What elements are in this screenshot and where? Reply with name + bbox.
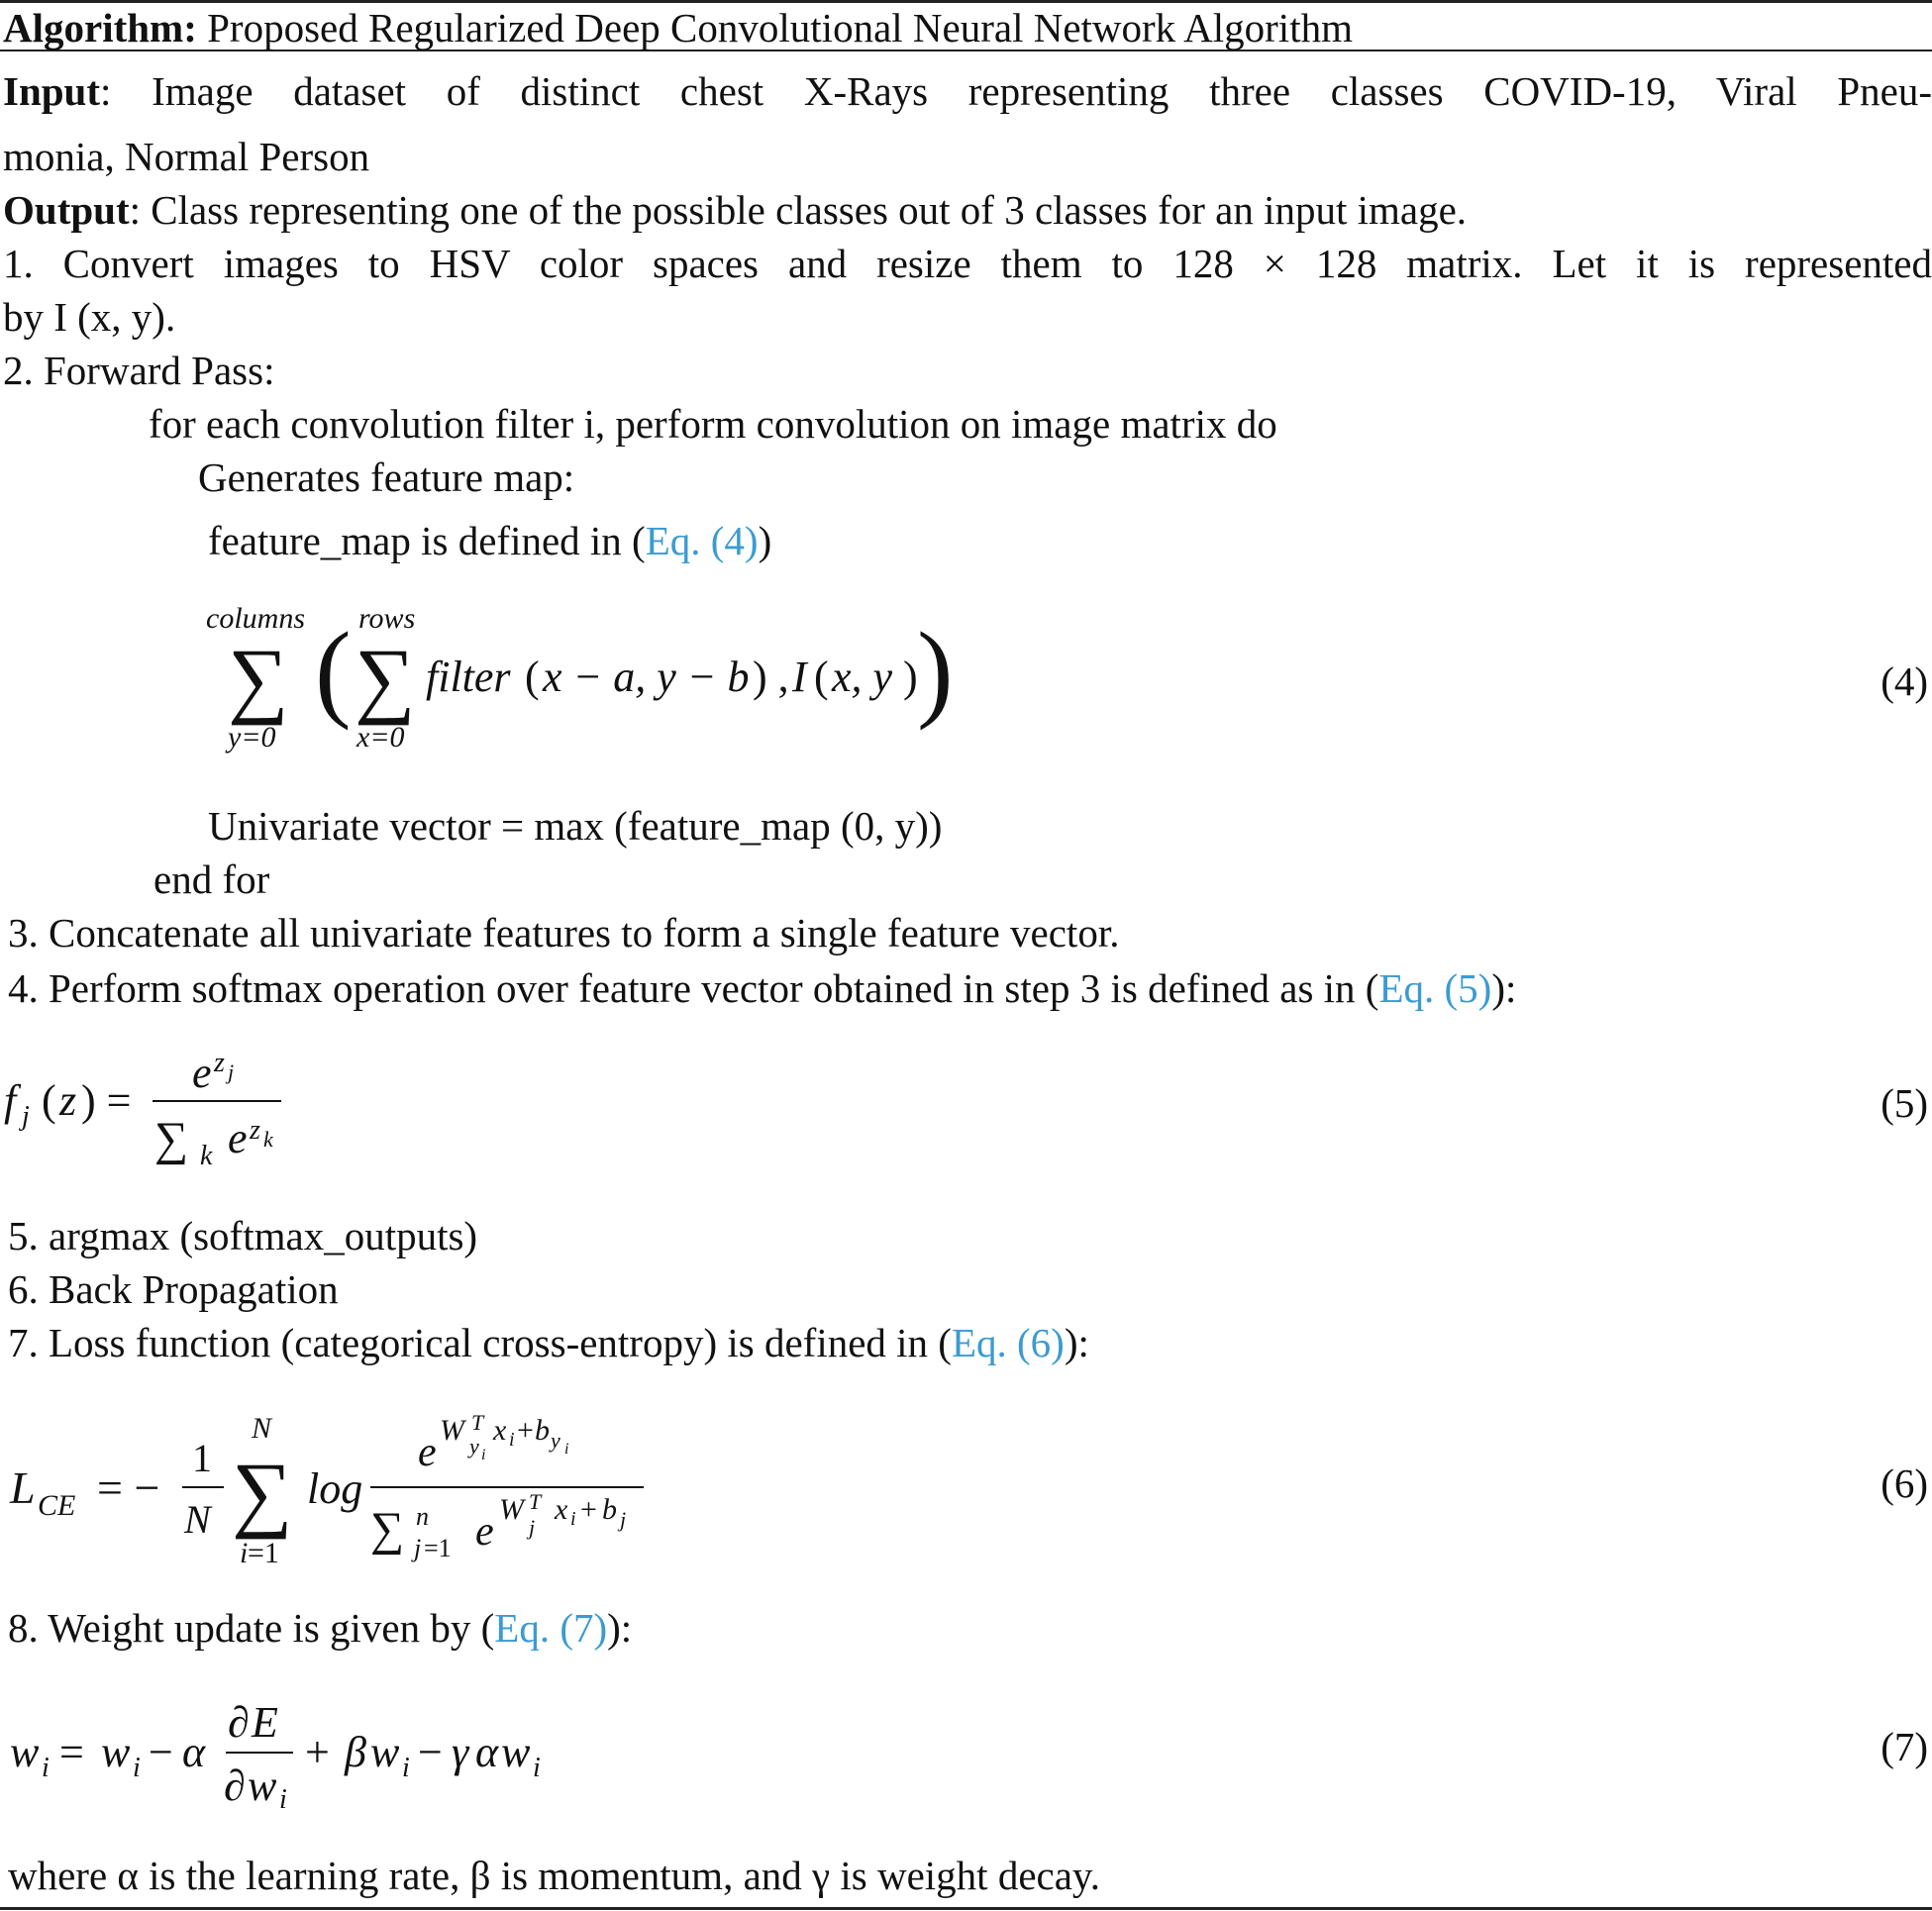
eq-6-link[interactable]: Eq. (6) [951,1320,1065,1365]
svg-text:∑: ∑ [355,631,416,726]
svg-text:E: E [252,1698,278,1747]
algorithm-title-text: Proposed Regularized Deep Convolutional Neural Network Algorithm [196,5,1353,50]
eq-4-link[interactable]: Eq. (4) [645,518,759,563]
bottom-rule [0,1907,1932,1910]
svg-text:CE: CE [38,1489,76,1522]
svg-text:β: β [345,1728,366,1776]
svg-text:+: + [580,1493,597,1526]
equation-5 [4,1040,321,1178]
svg-text:(: ( [315,610,352,731]
svg-text:b: b [535,1414,550,1447]
svg-text:i: i [279,1784,287,1815]
eq-4-number: (4) [1881,658,1928,704]
svg-text:i: i [570,1508,576,1530]
svg-text:I: I [792,653,807,701]
svg-text:b: b [602,1493,617,1526]
svg-text:α: α [475,1728,499,1776]
svg-text:w: w [101,1728,131,1776]
svg-text:rows: rows [358,606,416,635]
svg-text:z: z [59,1076,77,1125]
svg-text:N: N [184,1497,211,1542]
svg-text:α: α [182,1728,206,1776]
eq-7-link[interactable]: Eq. (7) [494,1605,608,1651]
svg-text:(: ( [525,653,540,701]
where-line: where α is the learning rate, β is momentum, and γ is weight decay. [8,1853,1100,1898]
input-text: : Image dataset of distinct chest X-Rays representing three classes COVID-19, Viral Pneu- [100,68,1932,114]
generates-line: Generates feature map: [198,454,575,500]
svg-text:x: x [555,1493,568,1526]
step-5: 5. argmax (softmax_outputs) [8,1213,478,1258]
eq-5-number: (5) [1881,1080,1928,1126]
svg-text:) =: ) = [81,1076,132,1125]
svg-text:=1: =1 [424,1534,452,1562]
svg-text:j: j [22,1101,30,1132]
svg-text:i: i [133,1753,141,1783]
svg-text:=1: =1 [248,1537,279,1569]
svg-text:∑: ∑ [370,1503,405,1556]
svg-text:1: 1 [192,1436,212,1480]
svg-text:−: − [418,1728,443,1776]
svg-text:i: i [509,1429,515,1451]
svg-text:x, y: x, y [832,653,893,701]
equation-6 [4,1404,677,1572]
svg-text:e: e [192,1049,212,1097]
svg-text:= −: = − [97,1462,160,1513]
svg-text:∑: ∑ [228,631,289,726]
svg-text:k: k [263,1127,273,1152]
svg-text:∂: ∂ [228,1698,250,1747]
equation-7 [4,1687,598,1816]
input-line-1 [3,67,1932,115]
step-1-line-2: by I (x, y). [3,294,176,340]
svg-text:i: i [481,1447,486,1463]
step-6: 6. Back Propagation [8,1266,339,1312]
svg-text:∂: ∂ [224,1761,246,1810]
svg-text:=: = [59,1728,84,1776]
svg-text:i: i [533,1753,541,1783]
step-4 [8,964,1516,1012]
svg-text:y: y [469,1434,479,1458]
svg-text:j: j [529,1515,536,1540]
output-line [3,186,1467,234]
svg-text:f: f [4,1076,17,1125]
svg-text:k: k [200,1141,213,1171]
step-8 [8,1604,632,1652]
svg-text:w: w [248,1761,277,1810]
output-label: Output [3,187,130,233]
svg-text:∑: ∑ [154,1113,189,1165]
svg-text:) ,: ) , [753,653,789,701]
svg-text:y: y [551,1428,560,1453]
algorithm-title [3,4,1353,51]
svg-text:): ) [917,610,954,731]
svg-text:x=0: x=0 [356,721,405,754]
svg-text:x − a, y − b: x − a, y − b [543,653,750,701]
svg-text:+: + [517,1414,534,1447]
step-4-text: 4. Perform softmax operation over feature vector obtained in step 3 is defined as in ( [8,965,1379,1011]
svg-text:z: z [250,1115,260,1146]
end-for-line: end for [153,856,270,902]
eq-5-link[interactable]: Eq. (5) [1378,965,1492,1011]
svg-text:columns: columns [206,606,305,635]
svg-text:w: w [501,1728,531,1776]
input-line-2: monia, Normal Person [3,134,370,179]
eq-7-number: (7) [1881,1724,1928,1769]
eq-6-number: (6) [1881,1460,1928,1506]
svg-text:z: z [214,1048,225,1078]
feature-map-line: feature_map is defined in (Eq. (4)) [208,518,772,563]
svg-text:T: T [529,1489,542,1514]
algorithm-label: Algorithm: [3,5,197,50]
svg-text:log: log [307,1464,363,1513]
feature-map-text: feature_map is defined in ( [208,518,646,563]
svg-text:j: j [414,1534,422,1562]
equation-4 [198,606,970,764]
svg-text:i: i [564,1441,569,1458]
svg-text:L: L [10,1462,36,1513]
svg-text:n: n [416,1502,429,1531]
svg-text:i: i [42,1753,50,1783]
svg-text:−: − [149,1728,173,1776]
svg-text:i: i [240,1537,249,1569]
svg-text:N: N [252,1412,272,1445]
svg-text:j: j [620,1507,627,1532]
svg-text:W: W [440,1414,464,1447]
svg-text:γ: γ [452,1728,469,1776]
svg-text:i: i [402,1753,410,1783]
svg-text:): ) [903,653,918,701]
step-7-suffix: ): [1064,1320,1089,1365]
svg-text:w: w [370,1728,400,1776]
step-3: 3. Concatenate all univariate features to form a single feature vector. [8,910,1120,956]
svg-text:x: x [493,1414,507,1447]
for-line: for each convolution filter i, perform convolution on image matrix do [149,401,1277,447]
step-7 [8,1319,1089,1366]
svg-text:e: e [418,1430,437,1475]
svg-text:T: T [471,1410,484,1435]
svg-text:w: w [10,1728,40,1776]
output-text: : Class representing one of the possible classes out of 3 classes for an input image. [129,187,1468,233]
top-rule [0,0,1932,3]
svg-text:(: ( [814,653,829,701]
step-8-suffix: ): [607,1605,633,1651]
svg-text:j: j [228,1059,235,1084]
step-7-text: 7. Loss function (categorical cross-entropy) is defined in ( [8,1320,952,1365]
svg-text:filter: filter [426,653,511,701]
input-label: Input [3,68,101,114]
step-1-line-1: 1. Convert images to HSV color spaces and resize them to 128 × 128 matrix. Let it is represented [3,241,1932,286]
svg-text:W: W [499,1493,524,1526]
step-4-suffix: ): [1491,965,1517,1011]
step-8-text: 8. Weight update is given by ( [8,1605,495,1651]
svg-text:(: ( [42,1076,56,1125]
svg-text:y=0: y=0 [228,721,276,754]
svg-text:e: e [228,1114,248,1162]
svg-text:+: + [305,1728,330,1776]
step-2: 2. Forward Pass: [3,348,275,393]
svg-text:∑: ∑ [232,1445,293,1540]
svg-text:e: e [475,1509,494,1555]
univariate-line: Univariate vector = max (feature_map (0, y)) [208,803,943,849]
